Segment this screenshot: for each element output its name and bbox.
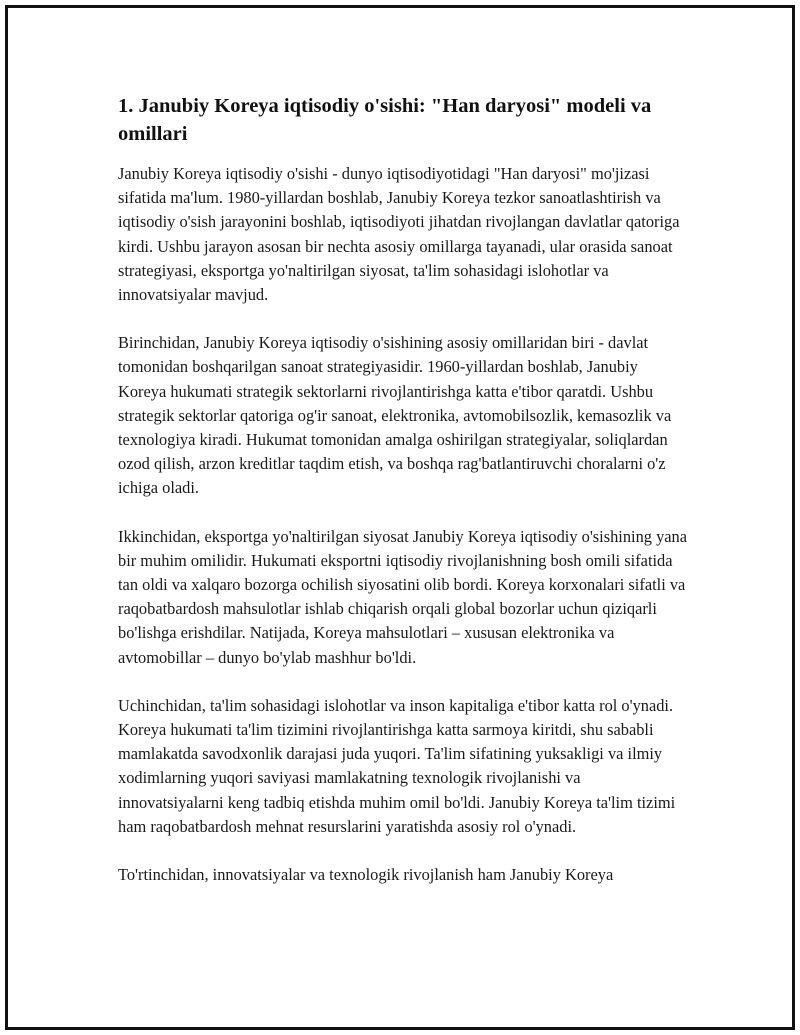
paragraph-fourth-factor: To'rtinchidan, innovatsiyalar va texnologik rivojlanish ham Janubiy Koreya [118, 865, 614, 885]
paragraph-third-factor: Uchinchidan, ta'lim sohasidagi islohotlar va inson kapitaliga e'tibor katta rol o'ynadi. Koreya hukumati ta'lim tizimini rivojlantirishga katta sarmoya kiritdi, shu sababli mamlakatda savodxonlik darajasi juda yuqori. Ta'lim sifatining yuksakligi va ilmiy xodimlarning yuqori saviyasi mamlakatning texnologik rivojlanishi va innovatsiyalarni keng tadbiq etishda muhim omil bo'ldi. Janubiy Koreya ta'lim tizimi ham raqobatbardosh mehnat resurslarini yaratishda asosiy rol o'ynadi. [118, 695, 676, 836]
paragraph-intro: Janubiy Koreya iqtisodiy o'sishi - dunyo iqtisodiyotidagi "Han daryosi" mo'jizasi sifatida ma'lum. 1980-yillardan boshlab, Janubiy Koreya tezkor sanoatlashtirish va iqtisodiy o'sish jarayonini boshlab, iqtisodiyoti jihatdan rivojlangan davlatlar qatoriga kirdi. Ushbu jarayon asosan bir nechta asosiy omillarga tayanadi, ular orasida sanoat strategiyasi, eksportga yo'naltirilgan siyosat, ta'lim sohasidagi islohotlar va innovatsiyalar mavjud. [118, 164, 680, 305]
paragraph-first-factor: Birinchidan, Janubiy Koreya iqtisodiy o'sishining asosiy omillaridan biri - davlat tomonidan boshqarilgan sanoat strategiyasidir. 1960-yillardan boshlab, Janubiy Koreya hukumati strategik sektorlarni rivojlantirishga katta e'tibor qaratdi. Ushbu strategik sektorlar qatoriga og'ir sanoat, elektronika, avtomobilsozlik, kemasozlik va texnologiya kiradi. Hukumat tomonidan amalga oshirilgan strategiyalar, soliqlardan ozod qilish, arzon kreditlar taqdim etish, va boshqa rag'batlantiruvchi choralarni o'z ichiga oladi. [118, 333, 672, 498]
document-body [118, 92, 688, 911]
section-heading: 1. Janubiy Koreya iqtisodiy o'sishi: "Han daryosi" modeli va omillari [118, 95, 652, 145]
paragraph-second-factor: Ikkinchidan, eksportga yo'naltirilgan siyosat Janubiy Koreya iqtisodiy o'sishining yana bir muhim omilidir. Hukumati eksportni iqtisodiy rivojlanishning bosh omili sifatida tan oldi va xalqaro bozorga ochilish siyosatini olib bordi. Koreya korxonalari sifatli va raqobatbardosh mahsulotlar ishlab chiqarish orqali global bozorlar uchun qiziqarli bo'lishga erishdilar. Natijada, Koreya mahsulotlari – xususan elektronika va avtomobillar – dunyo bo'ylab mashhur bo'ldi. [118, 526, 688, 667]
